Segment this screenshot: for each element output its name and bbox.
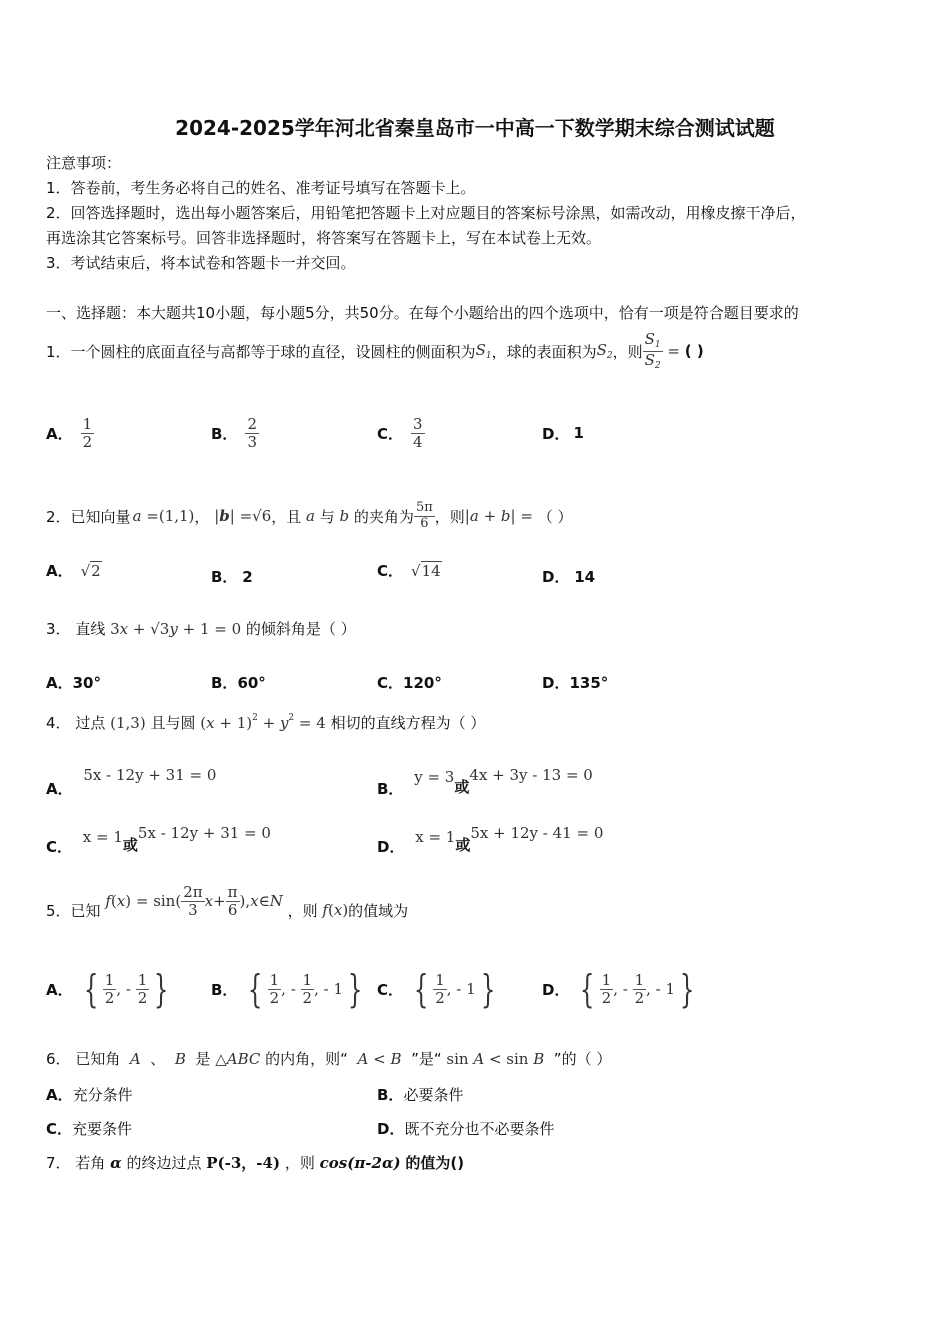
question-number: 2． — [46, 507, 71, 526]
question-text: 过点 — [75, 714, 106, 732]
question-text: 的值为() — [405, 1154, 465, 1172]
option-b[interactable] — [211, 964, 367, 1014]
question-text: 已知 — [70, 901, 101, 920]
option-label: C． — [46, 838, 73, 856]
question-text: ，则 — [434, 507, 465, 526]
math-line-equation: 3x + √3y + 1 = 0 — [110, 620, 242, 638]
answer-paren: ( ) — [684, 342, 704, 360]
option-value: 135° — [569, 674, 609, 692]
option-label: A． — [46, 674, 73, 692]
math-vector-a: a — [132, 507, 142, 525]
option-value: 2 — [242, 568, 253, 586]
option-label: C． — [377, 980, 404, 999]
question-text: 一个圆柱的底面直径与高都等于球的直径，设圆柱的侧面积为 — [70, 342, 476, 361]
question-text: 的夹角为 — [353, 507, 414, 526]
question-number: 4． — [46, 714, 71, 732]
option-c[interactable] — [377, 964, 500, 1014]
question-5 — [46, 880, 408, 940]
question-text: ，则 — [287, 901, 318, 920]
math-condition-2: sin A < sin B — [446, 1050, 545, 1068]
option-equation: y = 3 — [414, 768, 455, 786]
option-c[interactable] — [377, 672, 442, 693]
math-angle-b: B — [170, 1050, 191, 1068]
option-label: A． — [46, 780, 73, 798]
question-text: 与 — [319, 507, 335, 526]
option-a[interactable] — [46, 1084, 133, 1105]
math-function-definition: f ( x ) = sin( $\frac{2\pi}{3}$ x + $\frac{\pi}{6}$ ), x ∈ N — [105, 883, 283, 919]
option-value: 60° — [237, 674, 266, 692]
option-fraction: $\frac{2}{3}$ — [247, 415, 257, 451]
option-set: { $\frac{1}{2}$ , - 1 } — [413, 967, 496, 1011]
question-number: 3． — [46, 620, 71, 638]
option-b[interactable] — [211, 566, 253, 587]
question-text: ， — [194, 507, 210, 526]
option-label: A． — [46, 424, 73, 443]
math-equals: = — [662, 342, 685, 360]
question-text: 的内角，则“ — [265, 1050, 348, 1068]
math-norm-sum: |a + b| = — [464, 507, 538, 525]
option-label: D． — [542, 568, 570, 586]
question-6 — [46, 1048, 611, 1069]
option-value: 充分条件 — [72, 1086, 133, 1104]
option-c[interactable] — [377, 410, 425, 456]
math-circle-equation: $(x + 1)^2 + y^2 = 4$ — [200, 713, 326, 732]
option-value: 必要条件 — [403, 1086, 464, 1104]
option-or: 或 — [122, 836, 138, 854]
option-b[interactable] — [211, 410, 259, 456]
math-s2: $S_2$ — [596, 341, 613, 361]
math-point: P(-3，-4) — [206, 1154, 281, 1172]
option-label: B． — [211, 980, 238, 999]
option-d[interactable] — [542, 410, 584, 456]
question-text: ，球的表面积为 — [491, 342, 597, 361]
question-text: 若角 — [75, 1154, 106, 1172]
question-text: 是 — [195, 1050, 211, 1068]
option-sqrt: √14 — [411, 561, 441, 580]
option-label: D． — [542, 424, 570, 443]
question-text: ，则 — [284, 1154, 315, 1172]
answer-paren: （ ） — [537, 507, 573, 526]
math-vector-a-value: =(1,1) — [141, 507, 195, 525]
option-value: 既不充分也不必要条件 — [404, 1120, 555, 1138]
math-a: a — [301, 507, 320, 525]
option-equation: 4x + 3y - 13 = 0 — [469, 766, 593, 784]
option-equation: x = 1 — [82, 828, 123, 846]
math-condition-1: A < B — [357, 1050, 402, 1068]
question-number: 1． — [46, 342, 71, 361]
option-d[interactable] — [377, 1118, 554, 1139]
option-value: 1 — [573, 424, 584, 442]
option-set: { $\frac{1}{2}$ , - $\frac{1}{2}$ , - 1 } — [580, 967, 695, 1011]
page-title: 2024-2025学年河北省秦皇岛市一中高一下数学期末综合测试试题 — [175, 116, 775, 140]
math-point: (1,3) — [110, 714, 146, 732]
question-7 — [46, 1152, 464, 1173]
option-d[interactable] — [542, 964, 699, 1014]
math-b: b — [334, 507, 354, 525]
option-value: 充要条件 — [72, 1120, 133, 1138]
option-d[interactable] — [542, 566, 595, 587]
math-expression: cos(π-2α) — [319, 1154, 401, 1172]
option-d[interactable] — [377, 822, 604, 856]
option-b[interactable] — [377, 764, 593, 798]
notice-item: 3．考试结束后，将本试卷和答题卡一并交回。 — [46, 254, 356, 272]
option-set: { $\frac{1}{2}$ , - $\frac{1}{2}$ , - 1 } — [248, 967, 363, 1011]
option-label: B． — [377, 1086, 404, 1104]
math-s1: $S_1$ — [475, 341, 492, 361]
option-value: 14 — [574, 568, 596, 586]
math-angle: $\frac{5\pi}{6}$ — [415, 500, 433, 531]
option-label: D． — [542, 980, 570, 999]
question-text: 且与圆 — [150, 714, 196, 732]
option-sqrt: √2 — [80, 561, 101, 580]
option-c[interactable] — [46, 822, 271, 856]
notice-heading: 注意事项： — [46, 154, 122, 172]
option-value: 120° — [403, 674, 442, 692]
option-label: D． — [377, 1120, 405, 1138]
question-number: 7． — [46, 1154, 71, 1172]
math-angle-a: A — [125, 1050, 146, 1068]
option-d[interactable] — [542, 672, 608, 693]
question-number: 5． — [46, 901, 71, 920]
math-triangle: △ABC — [215, 1050, 261, 1068]
option-equation: x = 1 — [415, 828, 456, 846]
question-4 — [46, 712, 485, 733]
option-label: B． — [377, 780, 404, 798]
notice-item: 2．回答选择题时，选出每小题答案后，用铅笔把答题卡上对应题目的答案标号涂黑，如需改动，用橡皮擦干净后， — [46, 204, 806, 222]
math-fx: f(x) — [322, 901, 349, 919]
question-number: 6． — [46, 1050, 71, 1068]
notice-item: 1．答卷前，考生务必将自己的姓名、准考证号填写在答题卡上。 — [46, 179, 476, 197]
question-text: ，且 — [271, 507, 302, 526]
option-equation: 5x + 12y - 41 = 0 — [470, 824, 604, 842]
option-label: D． — [377, 838, 405, 856]
option-label: C． — [46, 1120, 73, 1138]
option-b[interactable] — [211, 672, 266, 693]
question-text: ，则 — [612, 342, 643, 361]
option-fraction: $\frac{3}{4}$ — [413, 415, 423, 451]
option-c[interactable] — [377, 560, 442, 581]
option-label: A． — [46, 980, 73, 999]
option-label: D． — [542, 674, 570, 692]
option-a[interactable] — [46, 672, 101, 693]
option-label: A． — [46, 562, 73, 580]
option-or: 或 — [455, 836, 471, 854]
option-label: B． — [211, 674, 238, 692]
option-label: C． — [377, 424, 404, 443]
math-norm-b: |b| =√6 — [209, 507, 272, 525]
math-alpha: α — [110, 1154, 122, 1172]
option-fraction: $\frac{1}{2}$ — [82, 415, 93, 451]
question-2 — [46, 494, 572, 538]
question-text: 已知角 — [75, 1050, 121, 1068]
question-text: 相切的直线方程为（ ） — [330, 714, 486, 732]
question-text: 、 — [150, 1050, 166, 1068]
option-or: 或 — [454, 778, 470, 796]
option-set: { $\frac{1}{2}$ , - $\frac{1}{2}$ } — [83, 967, 169, 1011]
option-label: A． — [46, 1086, 73, 1104]
option-label: B． — [211, 424, 238, 443]
question-text: ”是“ — [411, 1050, 442, 1068]
option-equation: 5x - 12y + 31 = 0 — [83, 766, 217, 784]
option-a[interactable] — [46, 410, 94, 456]
option-value: 30° — [72, 674, 101, 692]
notice-item: 再选涂其它答案标号。回答非选择题时，将答案写在答题卡上，写在本试卷上无效。 — [46, 229, 602, 247]
question-text: ”的（ ） — [553, 1050, 612, 1068]
question-text: 的倾斜角是（ ） — [245, 620, 356, 638]
math-ratio: $\frac{S_1}{S_2}$ — [644, 329, 661, 371]
option-a[interactable] — [46, 560, 102, 581]
question-text: 的值域为 — [348, 901, 409, 920]
question-text: 直线 — [75, 620, 106, 638]
option-a[interactable] — [46, 764, 217, 798]
option-label: C． — [377, 562, 404, 580]
option-c[interactable] — [46, 1118, 132, 1139]
question-1 — [46, 326, 704, 376]
option-a[interactable] — [46, 964, 173, 1014]
option-label: C． — [377, 674, 404, 692]
question-text: 已知向量 — [70, 507, 131, 526]
section-heading: 一、选择题：本大题共10小题，每小题5分，共50分。在每个小题给出的四个选项中，恰有一项是符合题目要求的 — [46, 304, 799, 322]
question-text: 的终边过点 — [126, 1154, 202, 1172]
question-3 — [46, 618, 356, 639]
option-b[interactable] — [377, 1084, 463, 1105]
option-label: B． — [211, 568, 238, 586]
option-equation: 5x - 12y + 31 = 0 — [137, 824, 271, 842]
